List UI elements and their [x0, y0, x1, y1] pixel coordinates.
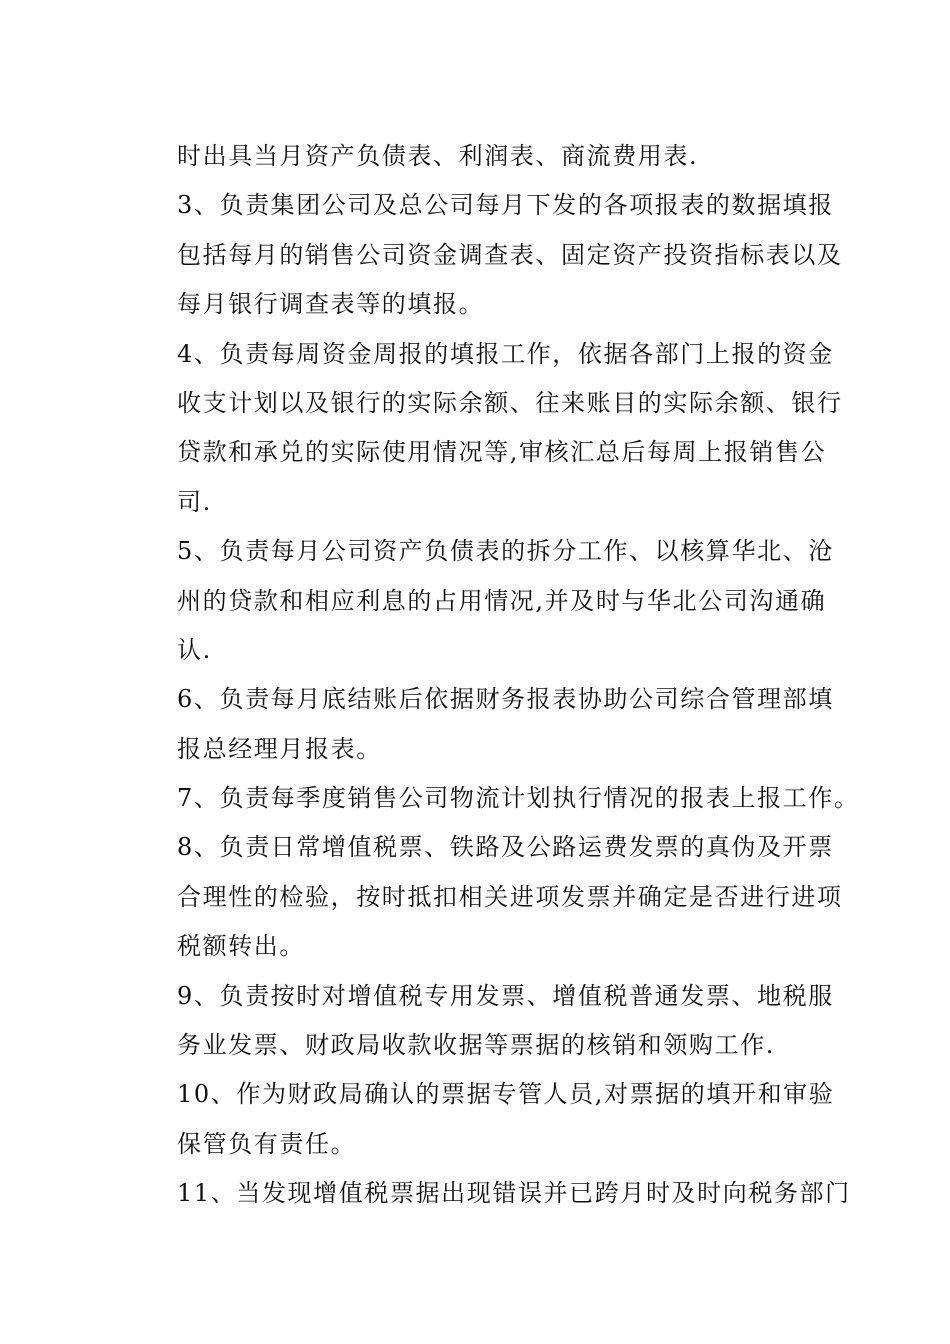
- text-line: 务业发票、财政局收款收据等票据的核销和领购工作.: [177, 1031, 776, 1060]
- text-line: 保管负有责任。: [177, 1129, 357, 1158]
- text-line: 6、负责每月底结账后依据财务报表协助公司综合管理部填: [177, 685, 834, 714]
- text-line: 9、负责按时对增值税专用发票、增值税普通发票、地税服: [177, 981, 834, 1010]
- text-line: 包括每月的销售公司资金调查表、固定资产投资指标表以及: [177, 240, 843, 269]
- text-line: 7、负责每季度销售公司物流计划执行情况的报表上报工作。: [177, 784, 860, 813]
- text-line: 5、负责每月公司资产负债表的拆分工作、以核算华北、沧: [177, 537, 834, 566]
- text-line: 税额转出。: [177, 932, 305, 961]
- text-line: 报总经理月报表。: [177, 734, 382, 763]
- text-line: 司.: [177, 487, 212, 516]
- text-line: 贷款和承兑的实际使用情况等,审核汇总后每周上报销售公: [177, 438, 827, 467]
- text-line: 时出具当月资产负债表、利润表、商流费用表.: [177, 142, 699, 170]
- text-line: 每月银行调查表等的填报。: [177, 290, 485, 319]
- text-line: 认.: [177, 635, 212, 664]
- document-body: [177, 132, 860, 1219]
- text-line: 10、作为财政局确认的票据专管人员,对票据的填开和审验: [177, 1080, 835, 1109]
- text-line: 4、负责每周资金周报的填报工作，依据各部门上报的资金: [177, 339, 834, 368]
- text-line: 3、负责集团公司及总公司每月下发的各项报表的数据填报: [177, 191, 834, 220]
- text-line: 合理性的检验，按时抵扣相关进项发票并确定是否进行进项: [177, 882, 843, 911]
- text-line: 11、当发现增值税票据出现错误并已跨月时及时向税务部门: [177, 1179, 851, 1208]
- text-line: 8、负责日常增值税票、铁路及公路运费发票的真伪及开票: [177, 833, 834, 862]
- text-line: 州的贷款和相应利息的占用情况,并及时与华北公司沟通确: [177, 586, 827, 615]
- text-line: 收支计划以及银行的实际余额、往来账目的实际余额、银行: [177, 388, 843, 417]
